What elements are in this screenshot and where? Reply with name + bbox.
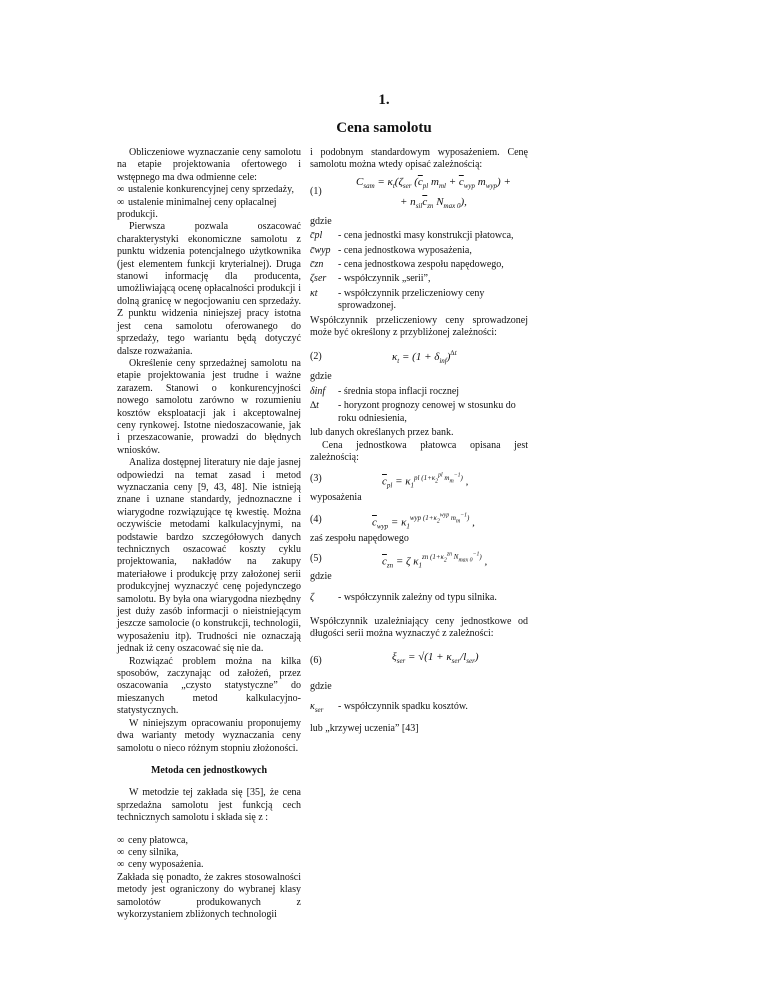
definition-row: $\kappa_{ser}$ - współczynnik spadku kosztów. bbox=[310, 701, 468, 715]
equation-5: (5) $\overline{c}_{zn} = \zeta$ $\kappa_1^{zn (1+\kappa_2^{zn} N_{max 0}^{-1})}$ , bbox=[310, 552, 488, 570]
paragraph: Współczynnik uzależniający ceny jednostkowe od długości serii można wyznaczyć z zależności: bbox=[310, 615, 528, 640]
definition-row: c̄pl - cena jednostki masy konstrukcji płatowca, bbox=[310, 230, 514, 242]
paragraph: lub „krzywej uczenia” [43] bbox=[310, 722, 419, 734]
component-item: ∞ ceny silnika, bbox=[117, 846, 179, 858]
definition-row: c̄wyp - cena jednostkowa wyposażenia, bbox=[310, 244, 472, 256]
equation-2: (2) $\kappa_t = (1 + \delta_{inf})^{\Delta t}$ bbox=[310, 349, 457, 366]
chapter-title: Cena samolotu bbox=[336, 120, 432, 136]
definition-row: δinf - średnia stopa inflacji rocznej bbox=[310, 385, 460, 397]
where-label: gdzie bbox=[310, 215, 332, 227]
where-label: gdzie bbox=[310, 371, 332, 383]
paragraph: lub danych określanych przez bank. bbox=[310, 427, 454, 439]
paragraph: Zakłada się ponadto, że zakres stosowalności metody jest ograniczony do wybranej klasy samolotów produkowanych z wykorzystaniem zbliżonych technologii bbox=[117, 871, 301, 920]
paragraph: Cena jednostkowa płatowca opisana jest zależnością: bbox=[310, 439, 528, 463]
equation-6: (6) $\xi_{ser} = √(1 + \kappa_{ser}/l_{ser})$ bbox=[310, 650, 479, 666]
paragraph: Pierwsza pozwala oszacować charakterystyki ekonomiczne samolotu z punktu widzenia potencjalnego użytkownika (jest elementem funkcji kryterialnej). Druga stanowi informację dla producenta, umożliwiającą ocenę opłacalności produkcji i dolną granicę w negocjowaniu cen sprzedaży. Z punktu widzenia niniejszej pracy istotna jest cena samolotu oferowanego do sprzedaży, tego wariantu będą dotyczyć dalsze rozważania. bbox=[117, 221, 301, 357]
where-label: gdzie bbox=[310, 680, 332, 692]
definition-row: ∆t - horyzont prognozy cenowej w stosunku do roku odniesienia, bbox=[310, 400, 516, 424]
chapter-number: 1. bbox=[378, 92, 390, 108]
paragraph: Analiza dostępnej literatury nie daje jasnej odpowiedzi na temat zasad i metod wyznaczania ceny [9, 43, 48]. Nie istnieją znane i uznane standardy, jednoznaczne i wiarygodne rozwiązujące tę kwestię. Można oczywiście metodami kalkulacyjnymi, na podstawie bardzo szczegółowych danych technicznych oszacować koszty cyklu projektowania, nakładów na zakupy materiałowe i produkcję przy założonej serii produkcyjnej wyznaczyć cenę pojedynczego samolotu. By była ona wiarygodna niezbędny jest duży zasób informacji o nieistniejącym jeszcze samolocie (o konstrukcji, technologii, wyposażeniu itp). Trudności nie oznaczają jednak iż ceny oszacować się nie da. bbox=[117, 457, 301, 655]
where-label: gdzie bbox=[310, 571, 332, 583]
definition-row: ζser - współczynnik „serii”, bbox=[310, 273, 431, 285]
paragraph: i podobnym standardowym wyposażeniem. Cenę samolotu można wtedy opisać zależnością: bbox=[310, 147, 528, 171]
component-item: ∞ ceny wyposażenia. bbox=[117, 859, 204, 871]
right-column bbox=[310, 147, 528, 735]
paragraph: W metodzie tej zakłada się [35], że cena sprzedażna samolotu jest funkcją cech technicznych samolotu i składa się z : bbox=[117, 787, 301, 824]
component-item: ∞ ceny płatowca, bbox=[117, 834, 188, 846]
paragraph: Współczynnik przeliczeniowy ceny sprowadzonej może być określony z przybliżonej zależności: bbox=[310, 314, 528, 339]
equation-3: (3) $\overline{c}_{pl} = \kappa_1^{pl (1+\kappa_2^{pl} m_m^{-1})}$ , bbox=[310, 472, 469, 490]
definition-row: ζ - współczynnik zależny od typu silnika. bbox=[310, 591, 497, 603]
section-label: zaś zespołu napędowego bbox=[310, 532, 409, 544]
paragraph: W niniejszym opracowaniu proponujemy dwa warianty metody wyznaczania ceny samolotu o nieco różnym stopniu złożoności. bbox=[117, 717, 301, 754]
section-label: wyposażenia bbox=[310, 492, 362, 504]
paragraph: Określenie ceny sprzedażnej samolotu na etapie projektowania jest trudne i ważne zarazem. Stanowi o konkurencyjności nowego samolotu zarówno w rozumieniu kosztów eksploatacji jak i akceptowalnej ceny rynkowej. Istotne niedoszacowanie, jak i przeszacowanie, prowadzi do błędnych wniosków. bbox=[117, 357, 301, 456]
equation-4: (4) $\overline{c}_{wyp} = \kappa_1^{wyp (1+\kappa_2^{wyp} m_m^{-1})}$ , bbox=[310, 512, 475, 531]
goal-item: ∞ ustalenie konkurencyjnej ceny sprzedaży, bbox=[117, 184, 294, 196]
goal-item: ∞ ustalenie minimalnej ceny opłacalnej produkcji. bbox=[117, 196, 277, 221]
intro-paragraph: Obliczeniowe wyznaczanie ceny samolotu na etapie projektowania ofertowego i wstępnego ma dwa odmienne cele: bbox=[117, 147, 301, 183]
equation-1: (1) $C_{sam} = \kappa_t(\zeta_{ser}$ ($\overline{c}_{pl}$ $m_{ml} + \overline{c}_{wyp}$ $m_{wyp}$) + + $n_{sil}\overline{c}_{zn}$ $N_{max 0}$), bbox=[310, 175, 511, 210]
paragraph: Rozwiązać problem można na kilka sposobów, zaczynając od założeń, przez oszacowania „czysto statystyczne” do mieszanych metod kalkulacyjno-statystycznych. bbox=[117, 655, 301, 717]
definition-row: c̄zn - cena jednostkowa zespołu napędowego, bbox=[310, 259, 504, 271]
section-heading: Metoda cen jednostkowych bbox=[150, 764, 268, 776]
definition-row: κt - współczynnik przeliczeniowy ceny sprowadzonej. bbox=[310, 287, 485, 312]
left-column bbox=[117, 147, 301, 921]
